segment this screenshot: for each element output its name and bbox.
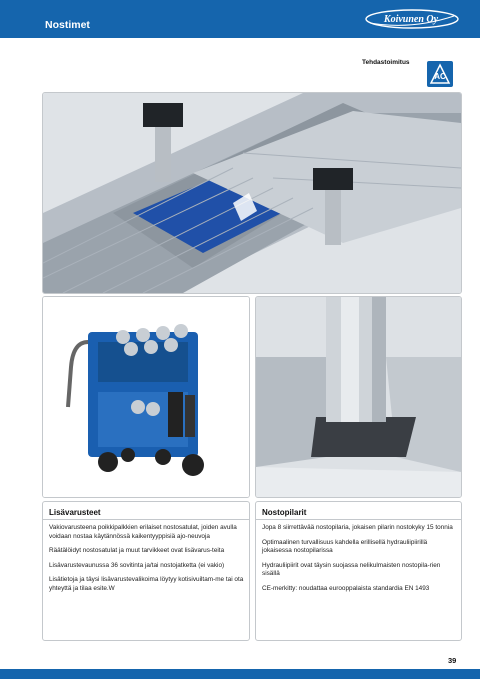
company-logo [362,8,460,30]
accessories-paragraph: Lisävarustevaunussa 36 sovitinta ja/tai nostojatketta (ei vakio) [49,561,225,569]
lifting-posts-body [262,524,456,599]
page-title: Nostimet [45,19,90,31]
lifting-posts-panel [255,501,462,641]
svg-text:AC: AC [434,72,446,81]
divider [256,519,461,520]
lifting-posts-paragraph: Jopa 8 siirrettävää nostopilaria, jokaisen pilarin nostokyky 15 tonnia [262,524,453,531]
accessories-paragraph: Lisätietoja ja täysi lisävarustevalikoima löytyy kotisivuiltam-me tai ota yhteyttä ja tilaa esite.W [49,576,244,592]
page-number: 39 [448,656,457,665]
lifting-posts-paragraph: CE-merkitty: noudattaa eurooppalaista standardia EN 1493 [262,584,430,592]
lifting-posts-paragraph: Optimaalinen turvallisuus kahdella erillisellä hydrauliipiirillä jokaisessa nostopilarissa [262,538,428,554]
lifting-posts-paragraph: Hydrauliipiirit ovat täysin suojassa nelikulmaisten nostopila-rien sisällä [262,561,441,577]
accessories-heading: Lisävarusteet [49,508,101,517]
logo-text: Koivunen Oy [383,14,439,25]
lifting-post-photo [255,296,462,498]
divider [43,519,249,520]
header-bar [0,0,480,38]
accessories-paragraph: Räätälöidyt nostosatulat ja muut tarvikkeet ovat lisävarus-teita [49,547,225,554]
ac-badge-icon [426,60,454,88]
factory-delivery-label: Tehdastoimitus [362,59,410,66]
lifting-posts-heading: Nostopilarit [262,508,307,517]
accessories-body [49,524,244,599]
footer-bar [0,669,480,679]
accessory-trolley-photo [42,296,250,498]
accessories-panel [42,501,250,641]
accessories-paragraph: Vakiovarusteena poikkipalkkien erilaiset nostosatulat, joiden avulla voidaan nostaa käytännössä kaikentyyppisiä ajo-neuvoja [49,524,237,540]
lift-jacks-photo [42,92,462,294]
